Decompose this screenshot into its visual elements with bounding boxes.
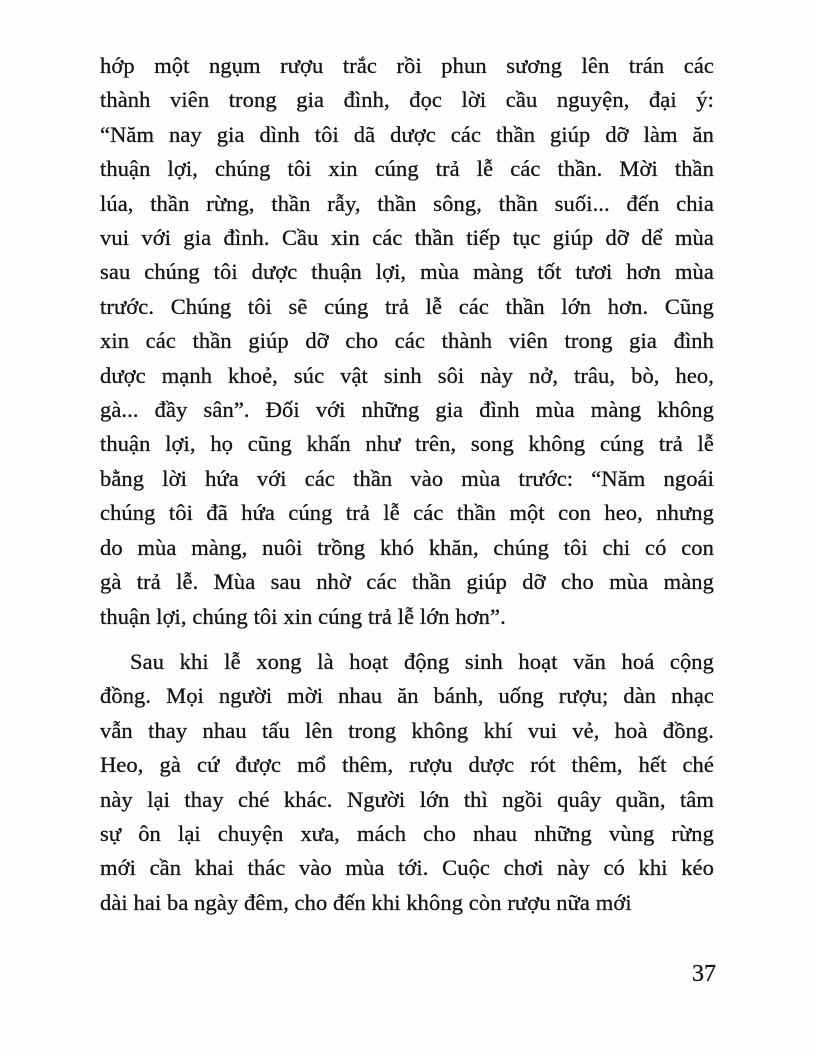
paragraph bbox=[100, 49, 714, 634]
text-line: gà... đầy sân”. Đối với những gia đình mùa màng không bbox=[100, 397, 714, 423]
text-line: vui với gia đình. Cầu xin các thần tiếp tục giúp dỡ dể mùa bbox=[100, 225, 714, 251]
text-line: thuận lợi, chúng tôi xin cúng trả lễ các thần. Mời thần bbox=[100, 156, 714, 182]
text-line: dài hai ba ngày đêm, cho đến khi không còn rượu nữa mới bbox=[100, 889, 632, 915]
text-line: thuận lợi, chúng tôi xin cúng trả lễ lớn hơn”. bbox=[100, 603, 506, 629]
text-line: chúng tôi đã hứa cúng trả lễ các thần một con heo, nhưng bbox=[100, 500, 714, 526]
text-block bbox=[100, 49, 714, 920]
text-line: hớp một ngụm rượu trắc rồi phun sương lên trán các bbox=[100, 53, 714, 78]
text-line: lúa, thần rừng, thần rẫy, thần sông, thần suối... đến chia bbox=[100, 190, 714, 216]
text-line: vẫn thay nhau tấu lên trong không khí vui vẻ, hoà đồng. bbox=[100, 717, 714, 743]
text-line: này lại thay ché khác. Người lớn thì ngồi quây quần, tâm bbox=[100, 786, 714, 812]
text-line: Heo, gà cứ được mổ thêm, rượu dược rót thêm, hết ché bbox=[100, 752, 714, 778]
text-line: mới cần khai thác vào mùa tới. Cuộc chơi này có khi kéo bbox=[100, 855, 714, 881]
text-line: thành viên trong gia đình, đọc lời cầu nguyện, đại ý: bbox=[100, 87, 714, 113]
page-number: 37 bbox=[692, 961, 716, 987]
text-line: sự ôn lại chuyện xưa, mách cho nhau những vùng rừng bbox=[100, 820, 714, 846]
text-line: trước. Chúng tôi sẽ cúng trả lễ các thần lớn hơn. Cũng bbox=[100, 293, 714, 319]
text-line: đồng. Mọi người mời nhau ăn bánh, uống rượu; dàn nhạc bbox=[100, 683, 714, 709]
text-line: thuận lợi, họ cũng khấn như trên, song không cúng trả lễ bbox=[100, 431, 714, 457]
text-line: xin các thần giúp dỡ cho các thành viên trong gia đình bbox=[100, 328, 714, 354]
text-line: dược mạnh khoẻ, súc vật sinh sôi này nở, trâu, bò, heo, bbox=[100, 362, 714, 388]
text-line: bằng lời hứa với các thần vào mùa trước: “Năm ngoái bbox=[100, 465, 714, 491]
text-line: gà trả lễ. Mùa sau nhờ các thần giúp dỡ cho mùa màng bbox=[100, 569, 714, 595]
text-line: “Năm nay gia dình tôi dã dược các thần giúp dỡ làm ăn bbox=[100, 121, 714, 147]
text-line: sau chúng tôi dược thuận lợi, mùa màng tốt tươi hơn mùa bbox=[100, 259, 714, 285]
paragraph bbox=[100, 645, 714, 920]
text-line: do mùa màng, nuôi trồng khó khăn, chúng tôi chi có con bbox=[100, 534, 714, 560]
text-line: Sau khi lễ xong là hoạt động sinh hoạt văn hoá cộng bbox=[130, 648, 714, 674]
